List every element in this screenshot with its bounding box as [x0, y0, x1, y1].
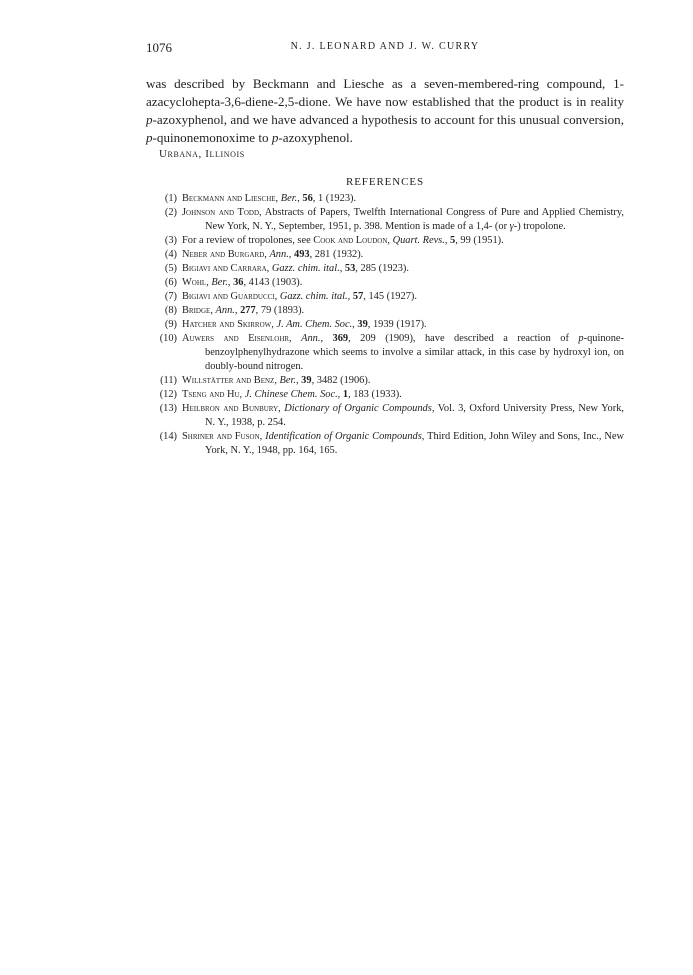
reference-volume: 57 [352, 291, 364, 302]
running-head: N. J. LEONARD AND J. W. CURRY [290, 41, 480, 52]
reference-detail: , 4143 (1903). [243, 277, 303, 288]
reference-item: (12) Tseng and Hu, J. Chinese Chem. Soc., 1, 183 (1933). [146, 388, 624, 402]
reference-detail: , 145 (1927). [363, 291, 417, 302]
reference-item: (2) Johnson and Todd, Abstracts of Papers, Twelfth International Congress of Pure and Applied Chemistry, New York, N. Y., September, 1951, p. 398. Mention is made of a 1,4- (or γ-) tropolone. [146, 206, 624, 234]
reference-detail: , 99 (1951). [455, 235, 504, 246]
reference-journal: Identification of Organic Compounds [265, 431, 422, 442]
reference-item: (1) Beckmann and Liesche, Ber., 56, 1 (1923). [146, 192, 624, 206]
reference-authors: Tseng and Hu [182, 389, 240, 400]
reference-journal: Dictionary of Organic Compounds [284, 403, 432, 414]
reference-detail: , 1939 (1917). [367, 319, 427, 330]
page-number: 1076 [146, 40, 172, 55]
italic-p: p [271, 130, 279, 145]
reference-authors: Beckmann and Liesche [182, 193, 276, 204]
references-heading: REFERENCES [345, 176, 425, 188]
greek-gamma: γ [509, 221, 514, 232]
reference-authors: Auwers and Eisenlohr [182, 333, 290, 344]
reference-volume: 1 [342, 389, 349, 400]
reference-detail: Abstracts of Papers, Twelfth International Congress of Pure and Applied Chemistry, New York, N. Y., September, 1951, p. 398. Mention is made of a 1,4- (or [205, 207, 625, 232]
reference-journal: J. Chinese Chem. Soc. [244, 389, 338, 400]
reference-detail: , Vol. 3, Oxford University Press, New York, N. Y., 1938, p. 254. [205, 403, 625, 428]
reference-item: (9) Hatcher and Skirrow, J. Am. Chem. Soc., 39, 1939 (1917). [146, 318, 624, 332]
reference-item: (4) Neber and Burgard, Ann., 493, 281 (1932). [146, 248, 624, 262]
reference-journal: Ber. [279, 375, 296, 386]
reference-item: (7) Bigiavi and Guarducci, Gazz. chim. ital., 57, 145 (1927). [146, 290, 624, 304]
reference-journal: Ann. [301, 333, 321, 344]
reference-number: (9) [164, 319, 177, 330]
reference-volume: 277 [240, 305, 256, 316]
reference-volume: 36 [233, 277, 244, 288]
reference-authors: Bigiavi and Guarducci [182, 291, 275, 302]
reference-number: (7) [164, 291, 177, 302]
reference-number: (6) [164, 277, 177, 288]
reference-detail: , 3482 (1906). [311, 375, 371, 386]
body-text-2: -azoxyphenol, and we have advanced a hypothesis to account for this unusual conversion, [152, 112, 624, 127]
reference-number: (2) [164, 207, 177, 218]
reference-authors: Shriner and Fuson [182, 431, 260, 442]
reference-number: (1) [164, 193, 177, 204]
reference-item: (11) Willstätter and Benz, Ber., 39, 3482 (1906). [146, 374, 624, 388]
reference-volume: 56 [302, 193, 313, 204]
reference-journal: Quart. Revs. [392, 235, 445, 246]
reference-item: (13) Heilbron and Bunbury, Dictionary of Organic Compounds, Vol. 3, Oxford University Press, New York, N. Y., 1938, p. 254. [146, 402, 624, 430]
reference-journal: Ber. [280, 193, 298, 204]
reference-authors: Johnson and Todd [182, 207, 260, 218]
reference-detail: -quinone-benzoylphenylhydrazone which seems to involve a similar attack, in this case by hydroxyl ion, on doubly-bound nitrogen. [205, 333, 625, 372]
references-list [146, 192, 624, 458]
reference-detail: , 183 (1933). [348, 389, 402, 400]
reference-authors: Bigiavi and Carrara [182, 263, 267, 274]
reference-item: (10) Auwers and Eisenlohr, Ann., 369, 209 (1909), have described a reaction of p-quinone-benzoylphenylhydrazone which seems to involve a similar attack, in this case by hydroxyl ion, on doubly-bound nitrogen. [146, 332, 624, 374]
reference-authors: Hatcher and Skirrow [182, 319, 272, 330]
body-text-4: -azoxyphenol. [278, 130, 353, 145]
reference-item: (6) Wohl, Ber., 36, 4143 (1903). [146, 276, 624, 290]
reference-authors: Willstätter and Benz [182, 375, 275, 386]
italic-p: p [146, 130, 153, 145]
reference-detail: -) tropolone. [513, 221, 566, 232]
reference-detail: , 79 (1893). [255, 305, 305, 316]
reference-volume: 5 [450, 235, 456, 246]
location: Urbana, Illinois [159, 148, 245, 160]
reference-volume: 493 [294, 249, 310, 260]
reference-journal: Ann. [269, 249, 289, 260]
reference-item: (5) Bigiavi and Carrara, Gazz. chim. ital., 53, 285 (1923). [146, 262, 624, 276]
reference-number: (5) [164, 263, 177, 274]
page-header [146, 40, 624, 56]
reference-journal: J. Am. Chem. Soc. [276, 319, 353, 330]
reference-volume: 369 [332, 333, 349, 344]
body-text-3: -quinonemonoxime to [152, 130, 272, 145]
reference-item: (3) For a review of tropolones, see Cook and Loudon, Quart. Revs., 5, 99 (1951). [146, 234, 624, 248]
reference-detail: , 281 (1932). [309, 249, 364, 260]
reference-number: (10) [159, 333, 177, 344]
reference-number: (13) [159, 403, 177, 414]
reference-authors: Cook and Loudon [313, 235, 388, 246]
reference-number: (3) [164, 235, 177, 246]
reference-authors: Wohl [182, 277, 207, 288]
reference-number: (14) [159, 431, 177, 442]
reference-number: (4) [164, 249, 177, 260]
reference-number: (12) [159, 389, 177, 400]
reference-journal: Gazz. chim. ital. [271, 263, 340, 274]
reference-volume: 53 [344, 263, 356, 274]
italic-p: p [146, 112, 153, 127]
reference-journal: Gazz. chim. ital. [279, 291, 348, 302]
reference-item: (8) Bridge, Ann., 277, 79 (1893). [146, 304, 624, 318]
reference-item: (14) Shriner and Fuson, Identification of Organic Compounds, Third Edition, John Wiley and Sons, Inc., New York, N. Y., 1948, pp. 164, 165. [146, 430, 624, 458]
reference-detail: , 209 (1909), have described a reaction of [348, 333, 579, 344]
reference-authors: Heilbron and Bunbury [182, 403, 279, 414]
reference-number: (11) [160, 375, 177, 386]
reference-volume: 39 [301, 375, 312, 386]
body-text-1: was described by Beckmann and Liesche as a seven-membered-ring compound, 1-azacyclohepta-3,6-diene-2,5-dione. We have now established that the product is in reality [146, 76, 624, 109]
reference-detail: , Third Edition, John Wiley and Sons, Inc., New York, N. Y., 1948, pp. 164, 165. [205, 431, 624, 456]
reference-journal: Ber. [211, 277, 228, 288]
reference-lead: For a review of tropolones, see [182, 235, 314, 246]
body-paragraph [146, 75, 624, 147]
reference-number: (8) [164, 305, 177, 316]
reference-journal: Ann. [215, 305, 235, 316]
reference-volume: 39 [357, 319, 368, 330]
italic-p: p [578, 333, 584, 344]
reference-detail: , 285 (1923). [355, 263, 409, 274]
reference-detail: , 1 (1923). [312, 193, 357, 204]
reference-authors: Bridge [182, 305, 211, 316]
reference-authors: Neber and Burgard [182, 249, 265, 260]
